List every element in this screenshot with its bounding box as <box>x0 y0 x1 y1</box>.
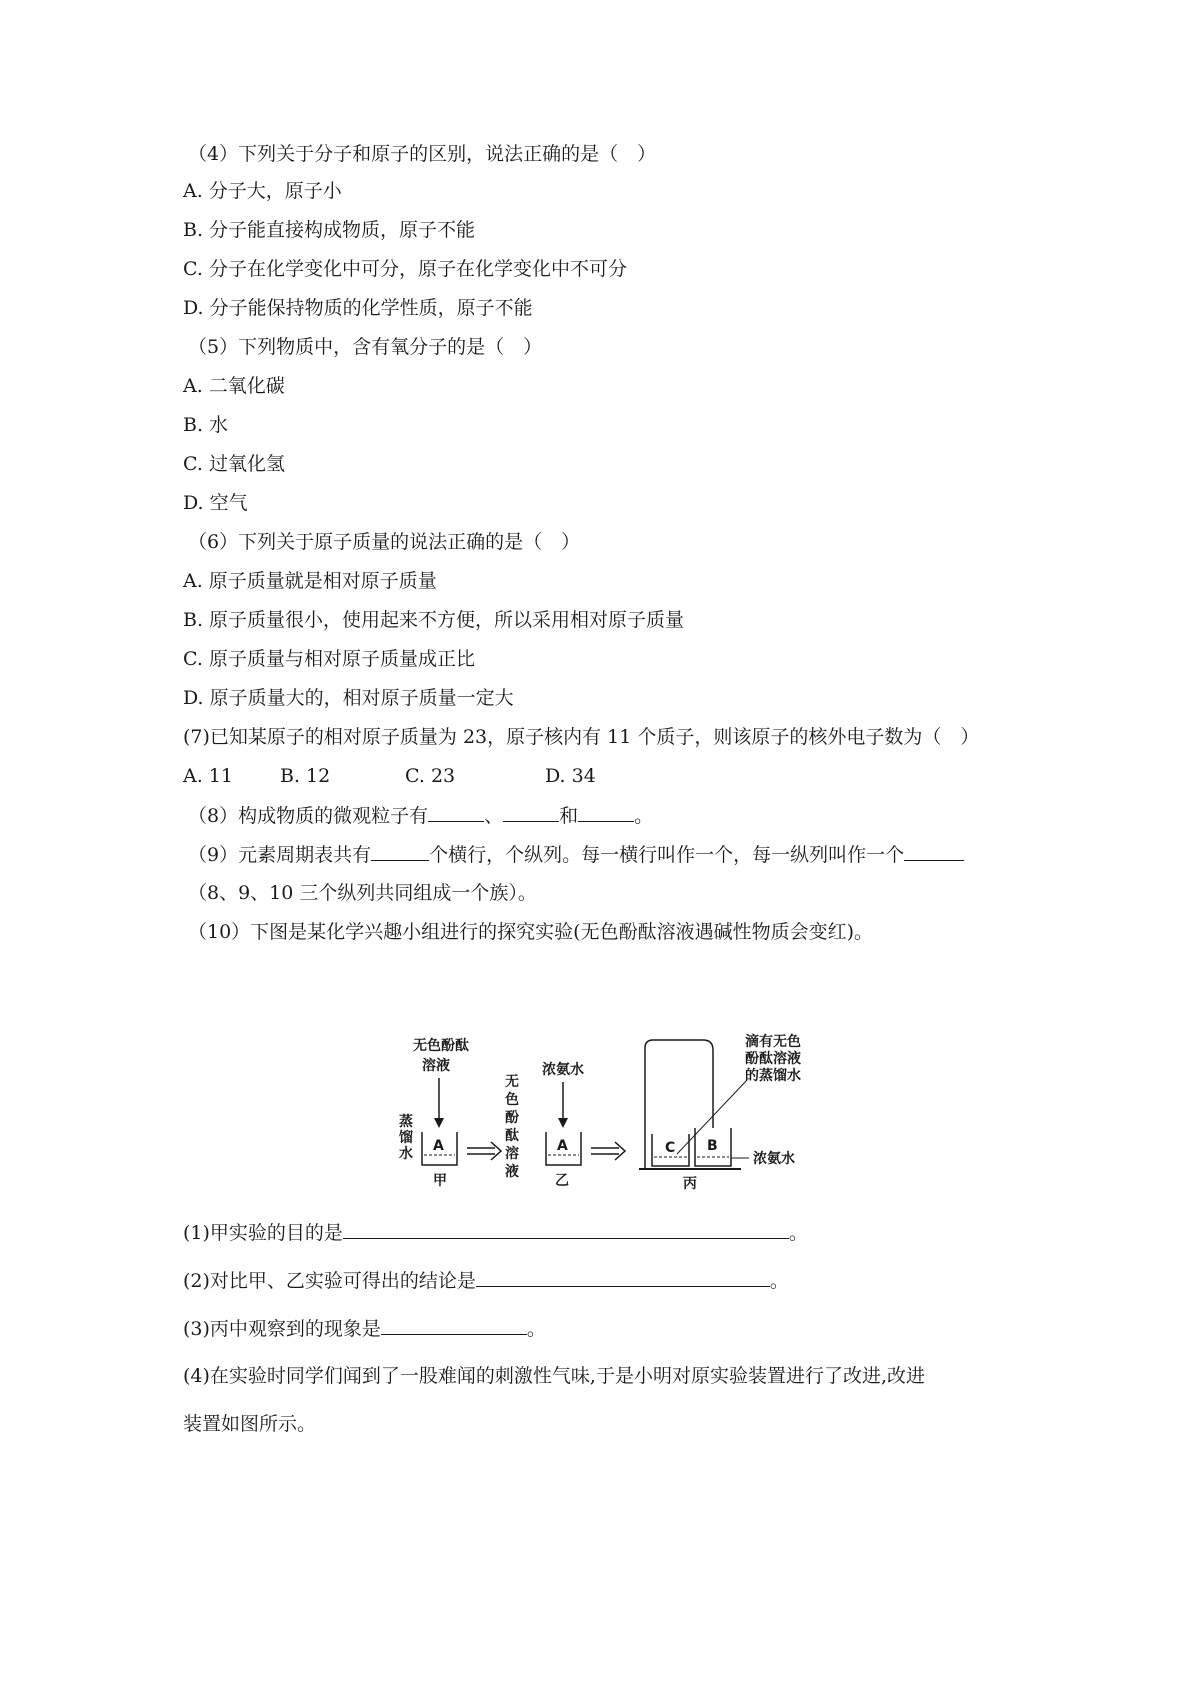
q5-stem: （5）下列物质中，含有氧分子的是（ ） <box>188 336 543 358</box>
q6-option-a: A. 原子质量就是相对原子质量 <box>183 570 437 592</box>
jia-reagent-label-1: 无色酚酞 <box>413 1038 469 1054</box>
bing-note-line-1: 滴有无色 <box>745 1034 801 1050</box>
q9-blank-1[interactable] <box>371 840 429 861</box>
jia-reagent-label-2: 溶液 <box>422 1058 450 1074</box>
yi-reagent-label: 浓氨水 <box>542 1062 584 1078</box>
q5-option-b: B. 水 <box>183 414 229 436</box>
q9-line-1 <box>188 840 964 869</box>
yi-side-char-3: 酚 <box>505 1110 519 1126</box>
q7-option-a: A. 11 <box>183 765 233 787</box>
q10-sub2-end: 。 <box>769 1270 789 1292</box>
q10-sub2-text: (2)对比甲、乙实验可得出的结论是 <box>183 1270 476 1292</box>
q6-option-c: C. 原子质量与相对原子质量成正比 <box>183 648 475 670</box>
yi-side-char-4: 酞 <box>505 1128 519 1144</box>
q10-sub2-blank[interactable] <box>476 1266 770 1287</box>
q5-option-c: C. 过氧化氢 <box>183 453 285 475</box>
q4-stem: （4）下列关于分子和原子的区别，说法正确的是（ ） <box>188 143 657 165</box>
q10-sub4-line-2: 装置如图所示。 <box>183 1413 317 1435</box>
q10-sub1 <box>183 1218 808 1247</box>
bing-label: 丙 <box>683 1176 697 1192</box>
q4-option-d: D. 分子能保持物质的化学性质，原子不能 <box>183 297 533 319</box>
yi-beaker-label: A <box>557 1138 568 1154</box>
q9-line-2: （8、9、10 三个纵列共同组成一个族）。 <box>188 882 537 904</box>
q6-option-b: B. 原子质量很小，使用起来不方便，所以采用相对原子质量 <box>183 609 685 631</box>
q4-option-a: A. 分子大，原子小 <box>183 180 342 202</box>
q9-text-2: 个横行，个纵列。每一横行叫作一个，每一纵列叫作一个 <box>429 844 905 866</box>
yi-side-char-5: 溶 <box>505 1146 519 1162</box>
q5-option-a: A. 二氧化碳 <box>183 375 285 397</box>
q7-option-d: D. 34 <box>545 765 596 787</box>
q10-sub3-end: 。 <box>526 1318 546 1340</box>
yi-side-char-6: 液 <box>505 1164 519 1180</box>
q8-end: 。 <box>634 805 654 827</box>
q7-option-c: C. 23 <box>405 765 456 787</box>
bing-bell-jar-left <box>645 1040 713 1168</box>
q6-stem: （6）下列关于原子质量的说法正确的是（ ） <box>188 531 581 553</box>
arrow-jia-yi <box>467 1142 501 1160</box>
q8-line <box>188 801 653 830</box>
q10-sub1-blank[interactable] <box>343 1218 789 1239</box>
jia-arrow-head <box>434 1118 444 1128</box>
bing-beaker-b-label: B <box>707 1138 718 1154</box>
q6-option-d: D. 原子质量大的，相对原子质量一定大 <box>183 687 514 709</box>
q8-sep-2: 和 <box>559 805 579 827</box>
jia-side-char-2: 馏 <box>399 1130 413 1146</box>
q9-text-1: （9）元素周期表共有 <box>188 844 372 866</box>
bing-note-line-3: 的蒸馏水 <box>745 1068 801 1084</box>
jia-side-char-1: 蒸 <box>399 1114 413 1130</box>
jia-beaker-label: A <box>433 1138 444 1154</box>
jia-label: 甲 <box>433 1173 447 1189</box>
q10-sub4-line-1: (4)在实验时同学们闻到了一股难闻的刺激性气味,于是小明对原实验装置进行了改进,改进 <box>183 1365 925 1387</box>
q8-sep-1: 、 <box>484 805 504 827</box>
yi-side-char-2: 色 <box>505 1092 519 1108</box>
q10-sub3 <box>183 1314 546 1343</box>
q7-option-b: B. 12 <box>280 765 331 787</box>
jia-side-char-3: 水 <box>399 1146 413 1162</box>
bing-beaker-c-label: C <box>665 1140 676 1156</box>
q7-options <box>183 762 596 790</box>
q4-option-b: B. 分子能直接构成物质，原子不能 <box>183 219 476 241</box>
q10-sub3-blank[interactable] <box>381 1314 527 1335</box>
yi-side-char-1: 无 <box>505 1074 519 1090</box>
arrow-yi-bing <box>591 1142 625 1160</box>
q5-option-d: D. 空气 <box>183 492 248 514</box>
q8-text: （8）构成物质的微观粒子有 <box>188 805 429 827</box>
yi-arrow-head <box>558 1118 568 1128</box>
q8-blank-1[interactable] <box>428 801 484 822</box>
experiment-figure <box>395 1028 815 1193</box>
q10-sub3-text: (3)丙中观察到的现象是 <box>183 1318 381 1340</box>
q10-sub2 <box>183 1266 789 1295</box>
bing-note-line-2: 酚酞溶液 <box>745 1051 801 1067</box>
q10-stem: （10）下图是某化学兴趣小组进行的探究实验(无色酚酞溶液遇碱性物质会变红)。 <box>188 921 874 943</box>
q10-sub1-text: (1)甲实验的目的是 <box>183 1222 343 1244</box>
q8-blank-3[interactable] <box>578 801 634 822</box>
q10-sub1-end: 。 <box>788 1222 808 1244</box>
q9-blank-2[interactable] <box>904 840 964 861</box>
bing-side-label: 浓氨水 <box>753 1151 795 1167</box>
experiment-diagram <box>395 1028 815 1193</box>
q7-stem: (7)已知某原子的相对原子质量为 23，原子核内有 11 个质子，则该原子的核外电子数为（ ） <box>183 726 980 748</box>
yi-label: 乙 <box>555 1173 569 1189</box>
q4-option-c: C. 分子在化学变化中可分，原子在化学变化中不可分 <box>183 258 627 280</box>
q8-blank-2[interactable] <box>503 801 559 822</box>
